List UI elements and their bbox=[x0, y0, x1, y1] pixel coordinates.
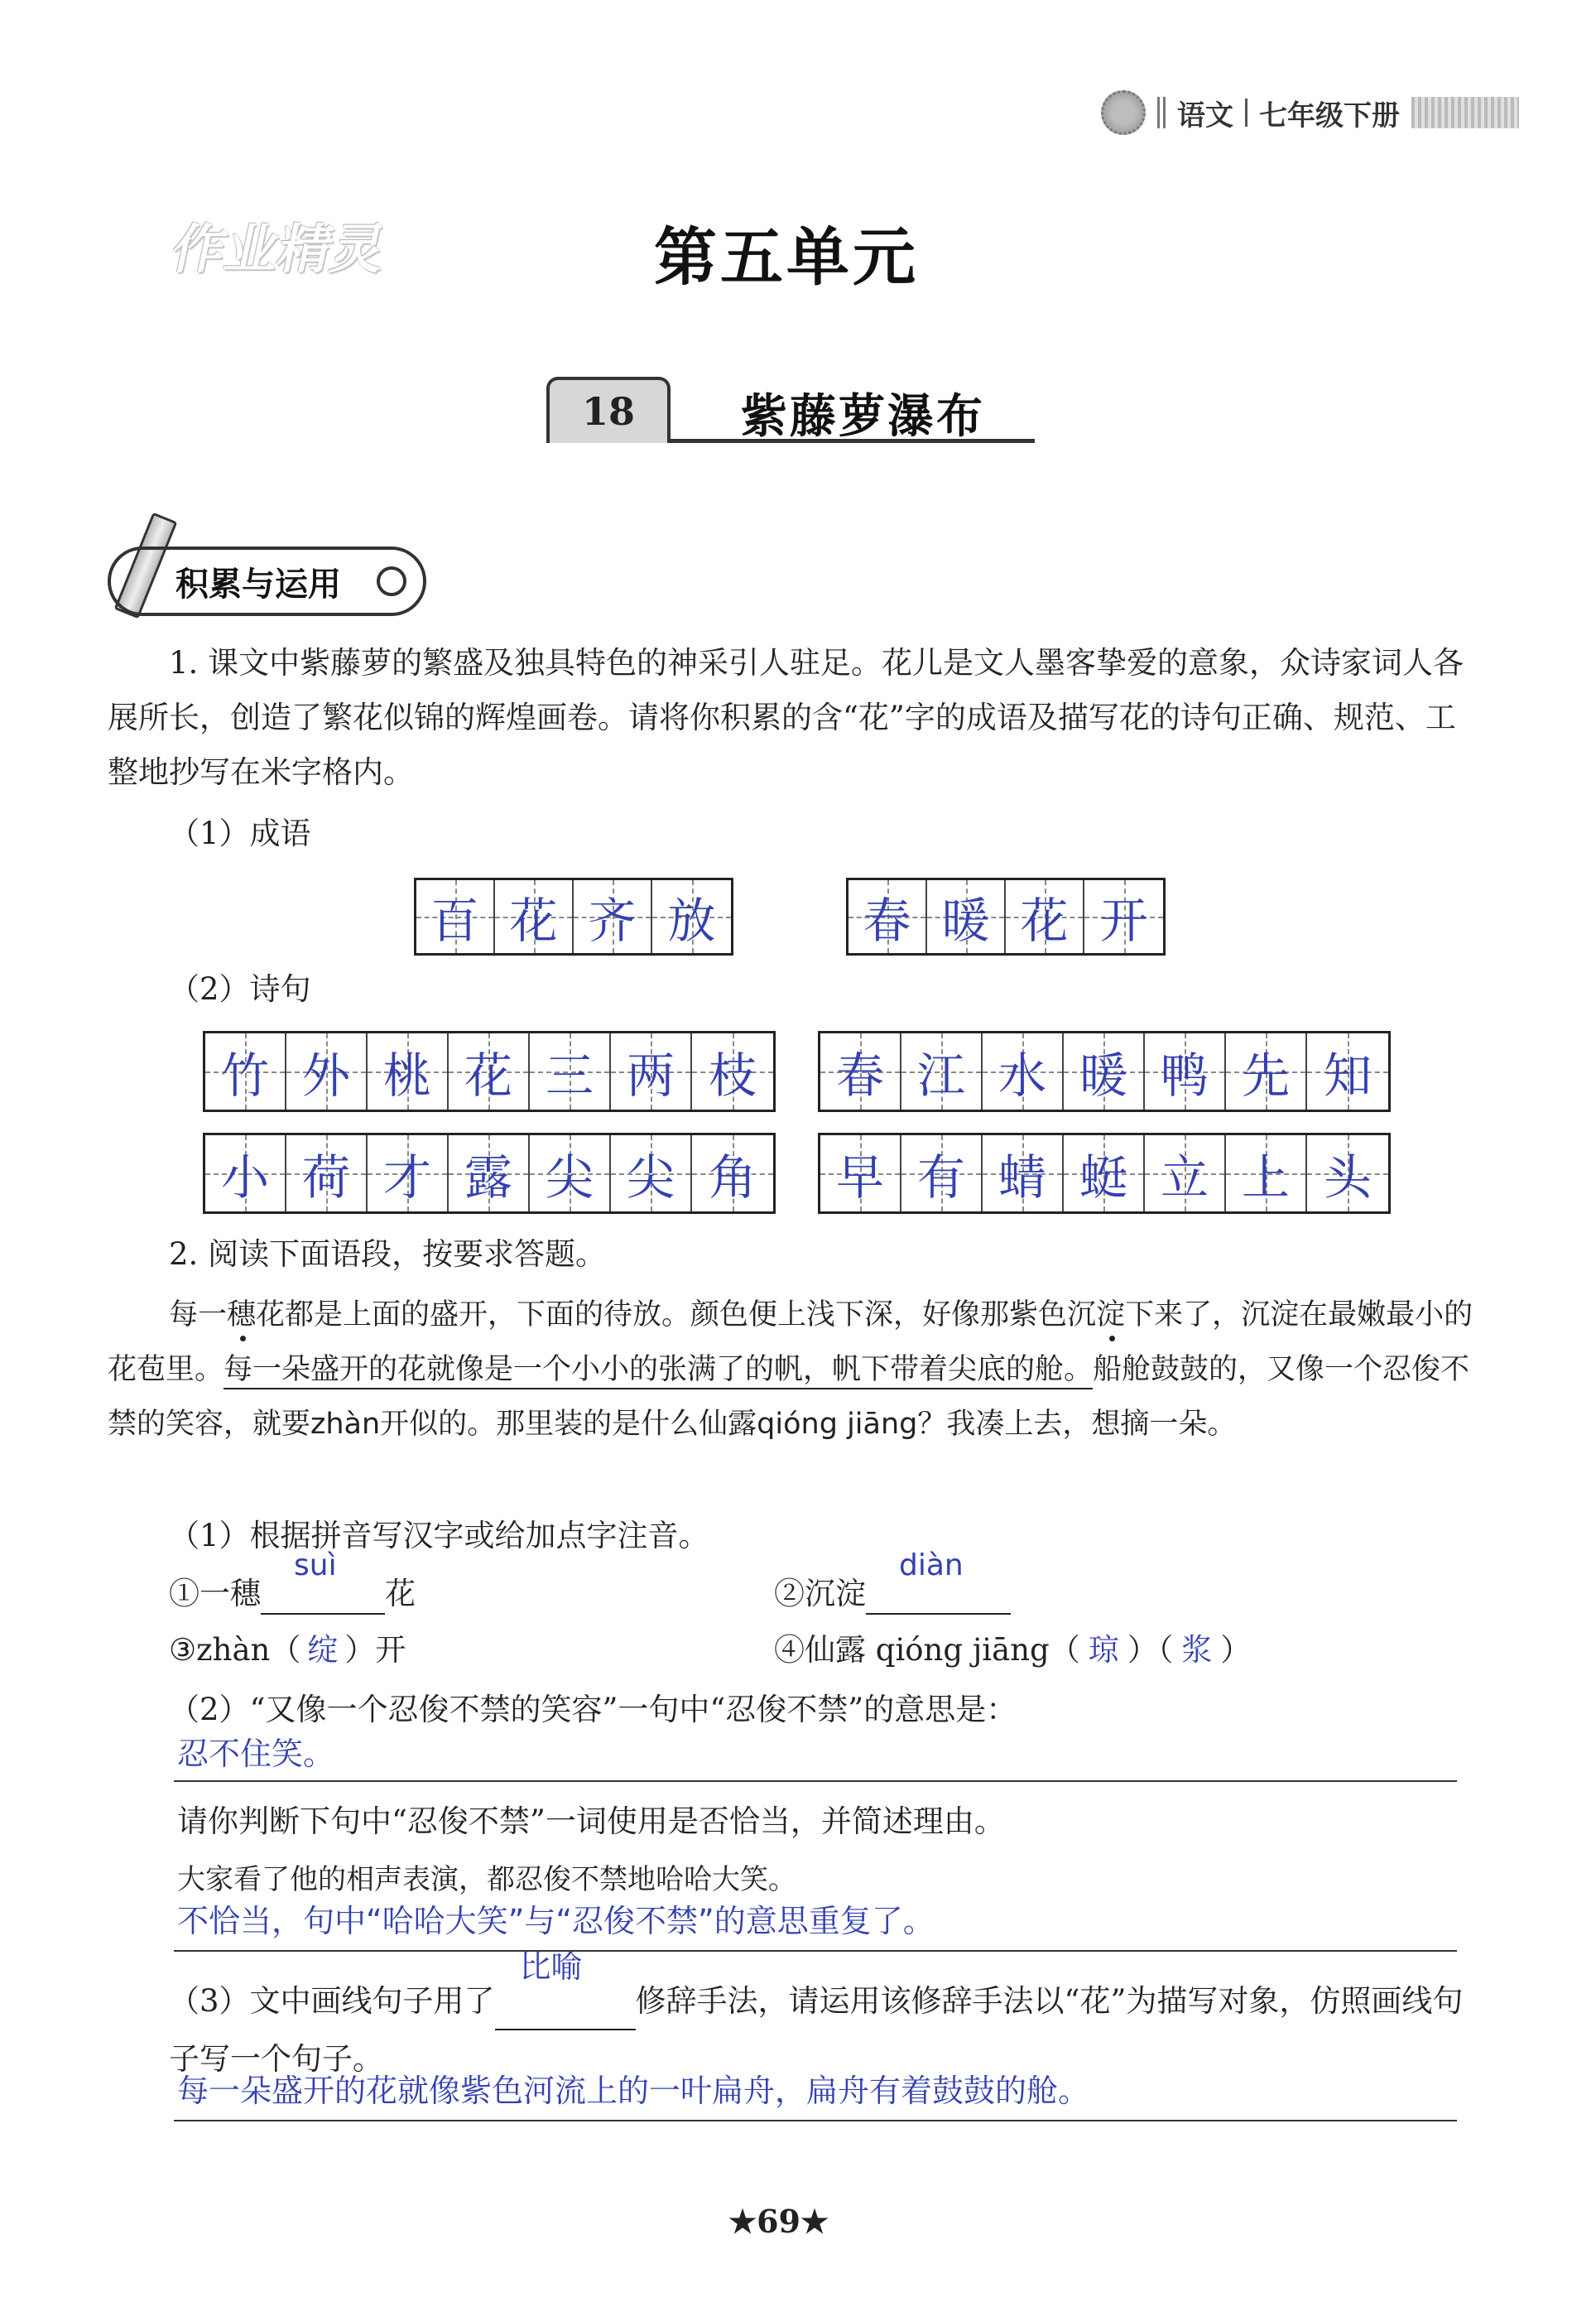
grid-cell: 春 bbox=[848, 880, 927, 953]
grid-cell: 三 bbox=[530, 1033, 611, 1110]
grid-cell: 上 bbox=[1226, 1135, 1307, 1211]
dotted-char: 淀 bbox=[1096, 1298, 1126, 1331]
grid-cell: 露 bbox=[449, 1135, 530, 1211]
q2-item4 bbox=[774, 1630, 1251, 1671]
q2-item3 bbox=[169, 1630, 406, 1671]
section-title: 积累与运用 bbox=[108, 547, 426, 616]
grid-cell: 角 bbox=[692, 1135, 773, 1211]
grid-cell: 暖 bbox=[927, 880, 1006, 953]
grid-cell: 放 bbox=[652, 880, 731, 953]
grid-cell: 两 bbox=[611, 1033, 692, 1110]
grid-cell: 暖 bbox=[1064, 1033, 1145, 1110]
q1-idiom-label: （1）成语 bbox=[169, 816, 311, 851]
star-icon: ★ bbox=[728, 2203, 757, 2240]
grid-cell: 齐 bbox=[574, 880, 652, 953]
page-number-text: 69 bbox=[757, 2203, 800, 2240]
answer-text: 比喻 bbox=[519, 1948, 583, 1985]
page-header bbox=[1101, 89, 1519, 136]
passage-text: 下来了，沉淀在最嫩最小的花苞里。 bbox=[108, 1298, 1473, 1386]
answer-blank bbox=[866, 1548, 1011, 1615]
grid-cell: 花 bbox=[1006, 880, 1084, 953]
answer-text: 浆 bbox=[1181, 1632, 1213, 1668]
passage-text: 船舱鼓鼓的，又像一个忍俊不禁的笑容，就要zhàn开似的。那里装的是什么仙露qióng jiāng？我凑上去，想摘一朵。 bbox=[108, 1353, 1470, 1441]
item-label: ③zhàn（ bbox=[169, 1632, 301, 1668]
answer-blank bbox=[495, 1948, 636, 2030]
lesson-heading bbox=[546, 377, 1035, 443]
q2-prompt: 2. 阅读下面语段，按要求答题。 bbox=[169, 1236, 607, 1272]
answer-text: suì bbox=[294, 1548, 337, 1582]
page-number bbox=[728, 2203, 829, 2240]
grid-cell: 尖 bbox=[530, 1135, 611, 1211]
q2-sub2-b-answer: 不恰当，句中“哈哈大笑”与“忍俊不禁”的意思重复了。 bbox=[177, 1903, 935, 1939]
item-label: （3）文中画线句子用了 bbox=[169, 1983, 495, 2019]
passage-text: 花都是上面的盛开，下面的待放。颜色便上浅下深，好像那紫色沉 bbox=[256, 1298, 1097, 1331]
answer-text: 琼 bbox=[1088, 1632, 1119, 1668]
grid-cell: 开 bbox=[1084, 880, 1163, 953]
answer-line bbox=[174, 2120, 1457, 2121]
grid-cell: 花 bbox=[449, 1033, 530, 1110]
grid-cell: 先 bbox=[1226, 1033, 1307, 1110]
q2-sub2-answer: 忍不住笑。 bbox=[177, 1736, 335, 1772]
q2-item1 bbox=[169, 1548, 416, 1615]
grid-cell: 鸭 bbox=[1145, 1033, 1226, 1110]
grid-cell: 荷 bbox=[286, 1135, 368, 1211]
item-label: ②沉淀 bbox=[774, 1576, 866, 1611]
grid-cell: 百 bbox=[416, 880, 495, 953]
watermark: 作业精灵 bbox=[166, 219, 392, 281]
answer-text: diàn bbox=[899, 1548, 964, 1582]
idiom-grid-1 bbox=[414, 878, 733, 956]
grid-cell: 外 bbox=[286, 1033, 368, 1110]
idiom-grid-2 bbox=[846, 878, 1166, 956]
grid-cell: 早 bbox=[820, 1135, 901, 1211]
grid-cell: 桃 bbox=[368, 1033, 449, 1110]
grid-cell: 蜻 bbox=[983, 1135, 1064, 1211]
q1-prompt: 1. 课文中紫藤萝的繁盛及独具特色的神采引人驻足。花儿是文人墨客挚爱的意象，众诗家词人各展所长，创造了繁花似锦的辉煌画卷。请将你积累的含“花”字的成语及描写花的诗句正确、规范、工整地抄写在米字格内。 bbox=[108, 645, 1464, 790]
poem-grid-1 bbox=[203, 1031, 776, 1112]
poem-grid-4 bbox=[818, 1133, 1391, 1214]
grid-cell: 才 bbox=[368, 1135, 449, 1211]
poem-grid-3 bbox=[203, 1133, 776, 1214]
sun-icon bbox=[1101, 90, 1146, 135]
dotted-char: 穗 bbox=[227, 1298, 257, 1331]
grid-cell: 春 bbox=[820, 1033, 901, 1110]
header-separator bbox=[1245, 99, 1247, 127]
q1-poem-label: （2）诗句 bbox=[169, 971, 311, 1007]
poem-grid-2 bbox=[818, 1031, 1391, 1112]
q2-sub2-b: 请你判断下句中“忍俊不禁”一词使用是否恰当，并简述理由。 bbox=[177, 1803, 1005, 1839]
lesson-number: 18 bbox=[546, 377, 671, 443]
grid-cell: 知 bbox=[1307, 1033, 1388, 1110]
header-decoration bbox=[1411, 97, 1519, 128]
grid-cell: 枝 bbox=[692, 1033, 773, 1110]
item-label: ④仙露 qióng jiāng（ bbox=[774, 1632, 1080, 1668]
unit-title: 第五单元 bbox=[654, 220, 919, 294]
star-icon: ★ bbox=[800, 2203, 829, 2240]
q2-sub2-sentence: 大家看了他的相声表演，都忍俊不禁地哈哈大笑。 bbox=[177, 1863, 796, 1896]
q2-item2 bbox=[774, 1548, 1011, 1615]
grid-cell: 立 bbox=[1145, 1135, 1226, 1211]
grid-cell: 蜓 bbox=[1064, 1135, 1145, 1211]
grid-cell: 尖 bbox=[611, 1135, 692, 1211]
lesson-title: 紫藤萝瀑布 bbox=[741, 389, 985, 444]
item-label: 花 bbox=[385, 1576, 416, 1611]
header-grade: 七年级下册 bbox=[1259, 99, 1400, 132]
item-label: ）（ bbox=[1127, 1632, 1174, 1668]
item-label: 修辞手法，请运用该修辞手法以“花”为描写对象，仿照画线句子写一个句子。 bbox=[169, 1983, 1464, 2077]
grid-cell: 有 bbox=[901, 1135, 983, 1211]
grid-cell: 小 bbox=[205, 1135, 286, 1211]
q2-sub2: （2）“又像一个忍俊不禁的笑容”一句中“忍俊不禁”的意思是： bbox=[169, 1692, 1017, 1727]
ring-icon bbox=[377, 566, 406, 596]
q2-passage bbox=[108, 1288, 1482, 1452]
answer-text: 绽 bbox=[307, 1632, 339, 1668]
passage-text: 每一 bbox=[169, 1298, 228, 1331]
q2-sub3-answer: 每一朵盛开的花就像紫色河流上的一叶扁舟，扁舟有着鼓鼓的舱。 bbox=[177, 2073, 1090, 2109]
item-label: ）开 bbox=[344, 1632, 406, 1668]
grid-cell: 头 bbox=[1307, 1135, 1388, 1211]
q2-sub1: （1）根据拼音写汉字或给加点字注音。 bbox=[169, 1518, 709, 1553]
divider-bars bbox=[1157, 97, 1166, 128]
answer-line bbox=[174, 1950, 1457, 1952]
grid-cell: 水 bbox=[983, 1033, 1064, 1110]
grid-cell: 花 bbox=[495, 880, 574, 953]
grid-cell: 江 bbox=[901, 1033, 983, 1110]
item-label: ） bbox=[1220, 1632, 1252, 1668]
answer-line bbox=[174, 1780, 1457, 1782]
underlined-sentence: 每一朵盛开的花就像是一个小小的张满了的帆，帆下带着尖底的舱。 bbox=[224, 1353, 1093, 1389]
answer-blank bbox=[261, 1548, 385, 1615]
grid-cell: 竹 bbox=[205, 1033, 286, 1110]
item-label: ①一穗 bbox=[169, 1576, 261, 1611]
header-subject: 语文 bbox=[1177, 99, 1233, 132]
